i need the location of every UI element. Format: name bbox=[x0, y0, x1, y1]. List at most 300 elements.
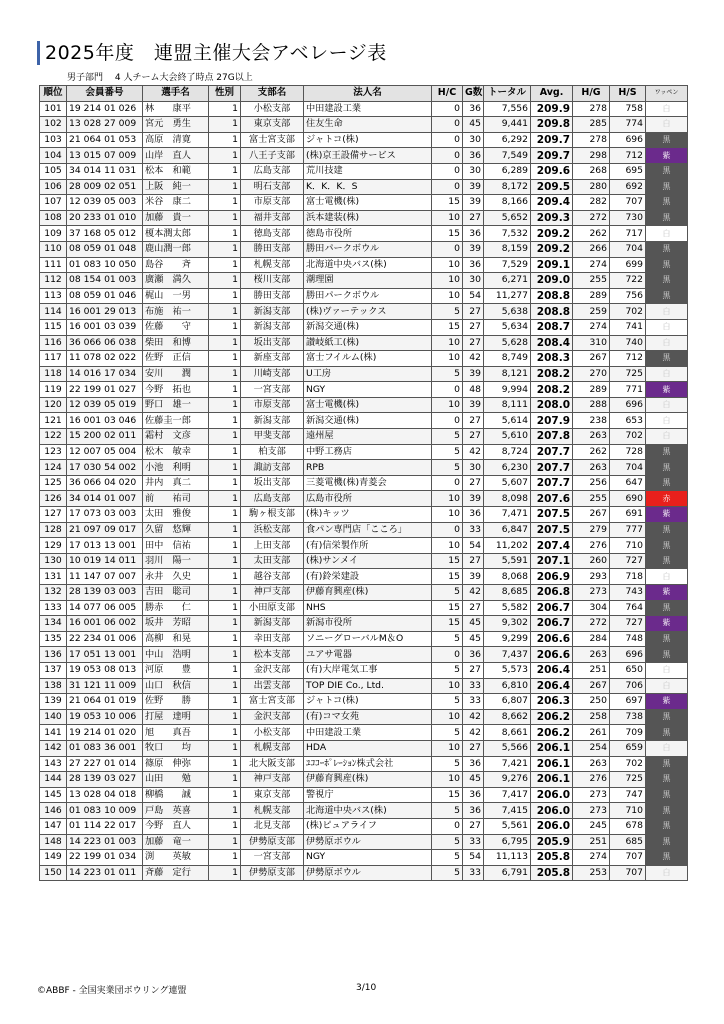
cell-games: 36 bbox=[463, 148, 484, 164]
cell-wappen: 黒 bbox=[646, 553, 688, 569]
cell-member-no: 08 059 01 048 bbox=[67, 241, 143, 257]
cell-high-game: 274 bbox=[573, 257, 610, 273]
cell-gender: 1 bbox=[209, 709, 241, 725]
cell-branch: 新潟支部 bbox=[241, 319, 304, 335]
cell-average: 209.6 bbox=[531, 163, 573, 179]
cell-high-series: 659 bbox=[610, 740, 646, 756]
cell-wappen: 黒 bbox=[646, 195, 688, 211]
cell-gender: 1 bbox=[209, 756, 241, 772]
cell-average: 206.0 bbox=[531, 818, 573, 834]
cell-rank: 125 bbox=[40, 475, 67, 491]
cell-member-no: 01 083 10 009 bbox=[67, 803, 143, 819]
cell-total: 5,561 bbox=[484, 818, 531, 834]
cell-gender: 1 bbox=[209, 740, 241, 756]
cell-branch: 浜松支部 bbox=[241, 522, 304, 538]
cell-handicap: 5 bbox=[432, 803, 463, 819]
cell-member-no: 11 147 07 007 bbox=[67, 569, 143, 585]
cell-high-game: 272 bbox=[573, 616, 610, 632]
cell-gender: 1 bbox=[209, 647, 241, 663]
cell-company: (有)信栄製作所 bbox=[304, 538, 432, 554]
cell-average: 205.8 bbox=[531, 865, 573, 881]
cell-player-name: 牧口 均 bbox=[143, 740, 209, 756]
cell-handicap: 15 bbox=[432, 600, 463, 616]
cell-high-series: 728 bbox=[610, 444, 646, 460]
cell-player-name: 鹿山潤一郎 bbox=[143, 241, 209, 257]
table-row bbox=[40, 444, 688, 460]
cell-games: 39 bbox=[463, 397, 484, 413]
cell-gender: 1 bbox=[209, 210, 241, 226]
cell-member-no: 16 001 29 013 bbox=[67, 304, 143, 320]
cell-member-no: 14 223 01 011 bbox=[67, 865, 143, 881]
cell-company: NGY bbox=[304, 850, 432, 866]
cell-rank: 101 bbox=[40, 101, 67, 117]
cell-player-name: 野口 雄一 bbox=[143, 397, 209, 413]
cell-high-game: 263 bbox=[573, 756, 610, 772]
cell-player-name: 太田 雅俊 bbox=[143, 507, 209, 523]
cell-rank: 132 bbox=[40, 585, 67, 601]
cell-wappen: 白 bbox=[646, 662, 688, 678]
cell-company: 中野工務店 bbox=[304, 444, 432, 460]
cell-company: 勝田パークボウル bbox=[304, 241, 432, 257]
cell-member-no: 27 227 01 014 bbox=[67, 756, 143, 772]
cell-member-no: 21 064 01 053 bbox=[67, 132, 143, 148]
cell-rank: 120 bbox=[40, 397, 67, 413]
cell-average: 206.4 bbox=[531, 678, 573, 694]
footer-copyright: ©ABBF - 全国実業団ボウリング連盟 bbox=[37, 986, 187, 996]
cell-company: 北海道中央バス(株) bbox=[304, 257, 432, 273]
header-player-name: 選手名 bbox=[143, 86, 209, 102]
cell-handicap: 10 bbox=[432, 740, 463, 756]
cell-handicap: 15 bbox=[432, 553, 463, 569]
cell-handicap: 5 bbox=[432, 460, 463, 476]
cell-total: 5,607 bbox=[484, 475, 531, 491]
cell-total: 8,685 bbox=[484, 585, 531, 601]
cell-high-series: 696 bbox=[610, 397, 646, 413]
cell-company: 讃岐紙工(株) bbox=[304, 335, 432, 351]
cell-games: 45 bbox=[463, 117, 484, 133]
table-row bbox=[40, 132, 688, 148]
table-row bbox=[40, 678, 688, 694]
table-row bbox=[40, 195, 688, 211]
cell-high-series: 653 bbox=[610, 413, 646, 429]
cell-wappen: 黒 bbox=[646, 257, 688, 273]
cell-wappen: 黒 bbox=[646, 273, 688, 289]
cell-member-no: 01 114 22 017 bbox=[67, 818, 143, 834]
cell-player-name: 霜村 文彦 bbox=[143, 429, 209, 445]
cell-high-game: 245 bbox=[573, 818, 610, 834]
cell-high-game: 254 bbox=[573, 740, 610, 756]
cell-gender: 1 bbox=[209, 865, 241, 881]
cell-games: 36 bbox=[463, 787, 484, 803]
cell-games: 27 bbox=[463, 740, 484, 756]
cell-company: 三菱電機(株)青菱会 bbox=[304, 475, 432, 491]
cell-high-game: 263 bbox=[573, 429, 610, 445]
cell-wappen: 白 bbox=[646, 319, 688, 335]
header-gender: 性別 bbox=[209, 86, 241, 102]
cell-rank: 131 bbox=[40, 569, 67, 585]
cell-handicap: 0 bbox=[432, 117, 463, 133]
table-row bbox=[40, 740, 688, 756]
cell-games: 27 bbox=[463, 429, 484, 445]
cell-average: 208.2 bbox=[531, 382, 573, 398]
cell-handicap: 0 bbox=[432, 179, 463, 195]
cell-high-series: 740 bbox=[610, 335, 646, 351]
cell-member-no: 28 009 02 051 bbox=[67, 179, 143, 195]
cell-average: 207.5 bbox=[531, 507, 573, 523]
cell-total: 5,638 bbox=[484, 304, 531, 320]
cell-branch: 北大阪支部 bbox=[241, 756, 304, 772]
cell-games: 36 bbox=[463, 226, 484, 242]
cell-total: 5,610 bbox=[484, 429, 531, 445]
cell-gender: 1 bbox=[209, 288, 241, 304]
cell-branch: 金沢支部 bbox=[241, 662, 304, 678]
cell-high-game: 268 bbox=[573, 163, 610, 179]
cell-games: 27 bbox=[463, 475, 484, 491]
cell-company: 新潟交通(株) bbox=[304, 413, 432, 429]
table-header-row bbox=[40, 86, 688, 102]
cell-total: 6,810 bbox=[484, 678, 531, 694]
cell-branch: 小松支部 bbox=[241, 101, 304, 117]
cell-average: 209.7 bbox=[531, 148, 573, 164]
header-handicap: H/C bbox=[432, 86, 463, 102]
cell-member-no: 22 199 01 027 bbox=[67, 382, 143, 398]
cell-member-no: 28 139 03 003 bbox=[67, 585, 143, 601]
cell-member-no: 37 168 05 012 bbox=[67, 226, 143, 242]
cell-average: 206.1 bbox=[531, 740, 573, 756]
cell-gender: 1 bbox=[209, 834, 241, 850]
cell-games: 42 bbox=[463, 585, 484, 601]
cell-wappen: 紫 bbox=[646, 507, 688, 523]
cell-rank: 142 bbox=[40, 740, 67, 756]
cell-player-name: 米谷 康二 bbox=[143, 195, 209, 211]
cell-player-name: 佐藤 守 bbox=[143, 319, 209, 335]
cell-total: 5,614 bbox=[484, 413, 531, 429]
table-body bbox=[40, 101, 688, 881]
cell-company: 伊藤育興産(株) bbox=[304, 585, 432, 601]
cell-player-name: 戸島 英喜 bbox=[143, 803, 209, 819]
cell-high-game: 298 bbox=[573, 148, 610, 164]
cell-high-series: 706 bbox=[610, 678, 646, 694]
cell-company: 伊勢原ボウル bbox=[304, 834, 432, 850]
table-row bbox=[40, 507, 688, 523]
cell-handicap: 10 bbox=[432, 772, 463, 788]
cell-gender: 1 bbox=[209, 163, 241, 179]
cell-player-name: 河原 豊 bbox=[143, 662, 209, 678]
cell-handicap: 0 bbox=[432, 241, 463, 257]
cell-rank: 141 bbox=[40, 725, 67, 741]
cell-company: (有)大岸電気工事 bbox=[304, 662, 432, 678]
cell-member-no: 11 078 02 022 bbox=[67, 351, 143, 367]
cell-games: 42 bbox=[463, 725, 484, 741]
cell-handicap: 0 bbox=[432, 475, 463, 491]
cell-company: (株)サンメイ bbox=[304, 553, 432, 569]
cell-member-no: 17 073 03 003 bbox=[67, 507, 143, 523]
cell-high-game: 288 bbox=[573, 397, 610, 413]
table-row bbox=[40, 865, 688, 881]
cell-handicap: 5 bbox=[432, 429, 463, 445]
cell-player-name: 島谷 斉 bbox=[143, 257, 209, 273]
cell-company: ﾕｺｺｰﾎﾟﾚｰｼｮﾝ株式会社 bbox=[304, 756, 432, 772]
cell-total: 7,549 bbox=[484, 148, 531, 164]
cell-high-game: 255 bbox=[573, 273, 610, 289]
cell-high-series: 738 bbox=[610, 709, 646, 725]
cell-games: 42 bbox=[463, 351, 484, 367]
cell-games: 33 bbox=[463, 694, 484, 710]
cell-company: 食パン専門店「こころ」 bbox=[304, 522, 432, 538]
cell-games: 39 bbox=[463, 366, 484, 382]
table-row bbox=[40, 273, 688, 289]
cell-member-no: 16 001 06 002 bbox=[67, 616, 143, 632]
cell-member-no: 20 233 01 010 bbox=[67, 210, 143, 226]
cell-average: 206.6 bbox=[531, 631, 573, 647]
cell-company: (株)京王設備サービス bbox=[304, 148, 432, 164]
cell-wappen: 黒 bbox=[646, 850, 688, 866]
cell-gender: 1 bbox=[209, 850, 241, 866]
cell-branch: 新座支部 bbox=[241, 351, 304, 367]
cell-wappen: 白 bbox=[646, 226, 688, 242]
cell-high-game: 267 bbox=[573, 507, 610, 523]
cell-branch: 上田支部 bbox=[241, 538, 304, 554]
cell-handicap: 15 bbox=[432, 226, 463, 242]
cell-average: 207.6 bbox=[531, 491, 573, 507]
table-row bbox=[40, 429, 688, 445]
cell-high-series: 709 bbox=[610, 725, 646, 741]
cell-handicap: 5 bbox=[432, 850, 463, 866]
cell-handicap: 5 bbox=[432, 694, 463, 710]
cell-gender: 1 bbox=[209, 241, 241, 257]
cell-games: 27 bbox=[463, 210, 484, 226]
cell-wappen: 白 bbox=[646, 304, 688, 320]
cell-company: ソニーグローバルM＆O bbox=[304, 631, 432, 647]
cell-games: 45 bbox=[463, 631, 484, 647]
cell-average: 209.9 bbox=[531, 101, 573, 117]
table-row bbox=[40, 787, 688, 803]
table-row bbox=[40, 662, 688, 678]
cell-average: 207.7 bbox=[531, 475, 573, 491]
cell-games: 39 bbox=[463, 491, 484, 507]
table-row bbox=[40, 834, 688, 850]
cell-company: 富士電機(株) bbox=[304, 195, 432, 211]
cell-wappen: 白 bbox=[646, 101, 688, 117]
cell-gender: 1 bbox=[209, 429, 241, 445]
cell-member-no: 28 139 03 027 bbox=[67, 772, 143, 788]
cell-player-name: 榎本潤太郎 bbox=[143, 226, 209, 242]
cell-games: 27 bbox=[463, 319, 484, 335]
cell-branch: 札幌支部 bbox=[241, 257, 304, 273]
cell-wappen: 赤 bbox=[646, 491, 688, 507]
cell-company: 潮理園 bbox=[304, 273, 432, 289]
cell-high-game: 263 bbox=[573, 460, 610, 476]
cell-wappen: 白 bbox=[646, 117, 688, 133]
cell-branch: 桜川支部 bbox=[241, 273, 304, 289]
cell-average: 209.1 bbox=[531, 257, 573, 273]
cell-high-series: 747 bbox=[610, 787, 646, 803]
cell-gender: 1 bbox=[209, 413, 241, 429]
cell-member-no: 13 028 04 018 bbox=[67, 787, 143, 803]
cell-wappen: 黒 bbox=[646, 647, 688, 663]
cell-branch: 松本支部 bbox=[241, 647, 304, 663]
cell-average: 207.4 bbox=[531, 538, 573, 554]
table-row bbox=[40, 756, 688, 772]
cell-handicap: 10 bbox=[432, 351, 463, 367]
cell-player-name: 高原 清寛 bbox=[143, 132, 209, 148]
cell-high-series: 696 bbox=[610, 132, 646, 148]
cell-member-no: 01 083 10 050 bbox=[67, 257, 143, 273]
cell-rank: 103 bbox=[40, 132, 67, 148]
cell-rank: 140 bbox=[40, 709, 67, 725]
cell-games: 36 bbox=[463, 756, 484, 772]
cell-high-game: 251 bbox=[573, 834, 610, 850]
cell-gender: 1 bbox=[209, 631, 241, 647]
cell-branch: 札幌支部 bbox=[241, 740, 304, 756]
cell-high-series: 710 bbox=[610, 803, 646, 819]
cell-member-no: 19 053 10 006 bbox=[67, 709, 143, 725]
cell-member-no: 16 001 03 039 bbox=[67, 319, 143, 335]
cell-rank: 149 bbox=[40, 850, 67, 866]
cell-average: 207.7 bbox=[531, 444, 573, 460]
cell-total: 6,795 bbox=[484, 834, 531, 850]
cell-member-no: 21 064 01 019 bbox=[67, 694, 143, 710]
cell-high-game: 279 bbox=[573, 522, 610, 538]
cell-player-name: 篠原 伸弥 bbox=[143, 756, 209, 772]
cell-player-name: 打屋 達明 bbox=[143, 709, 209, 725]
cell-rank: 111 bbox=[40, 257, 67, 273]
cell-wappen: 黒 bbox=[646, 772, 688, 788]
cell-member-no: 14 223 01 003 bbox=[67, 834, 143, 850]
cell-high-game: 273 bbox=[573, 787, 610, 803]
cell-high-game: 262 bbox=[573, 226, 610, 242]
cell-player-name: 松木 敏幸 bbox=[143, 444, 209, 460]
cell-gender: 1 bbox=[209, 366, 241, 382]
cell-branch: 八王子支部 bbox=[241, 148, 304, 164]
cell-high-series: 707 bbox=[610, 195, 646, 211]
cell-member-no: 36 066 06 038 bbox=[67, 335, 143, 351]
cell-total: 9,276 bbox=[484, 772, 531, 788]
header-games: G数 bbox=[463, 86, 484, 102]
cell-rank: 134 bbox=[40, 616, 67, 632]
table-row bbox=[40, 241, 688, 257]
cell-rank: 113 bbox=[40, 288, 67, 304]
cell-average: 209.3 bbox=[531, 210, 573, 226]
cell-gender: 1 bbox=[209, 616, 241, 632]
cell-rank: 102 bbox=[40, 117, 67, 133]
cell-handicap: 10 bbox=[432, 273, 463, 289]
cell-wappen: 白 bbox=[646, 413, 688, 429]
cell-player-name: 林 康平 bbox=[143, 101, 209, 117]
cell-average: 206.3 bbox=[531, 694, 573, 710]
cell-handicap: 10 bbox=[432, 335, 463, 351]
cell-member-no: 17 030 54 002 bbox=[67, 460, 143, 476]
cell-total: 8,662 bbox=[484, 709, 531, 725]
cell-high-series: 712 bbox=[610, 351, 646, 367]
cell-gender: 1 bbox=[209, 538, 241, 554]
cell-branch: 諏訪支部 bbox=[241, 460, 304, 476]
cell-handicap: 0 bbox=[432, 647, 463, 663]
cell-average: 209.7 bbox=[531, 132, 573, 148]
cell-games: 33 bbox=[463, 522, 484, 538]
header-company: 法人名 bbox=[304, 86, 432, 102]
cell-high-game: 274 bbox=[573, 850, 610, 866]
cell-branch: 川崎支部 bbox=[241, 366, 304, 382]
cell-wappen: 黒 bbox=[646, 351, 688, 367]
cell-average: 209.2 bbox=[531, 226, 573, 242]
cell-player-name: 高柳 和晃 bbox=[143, 631, 209, 647]
cell-gender: 1 bbox=[209, 132, 241, 148]
cell-total: 8,068 bbox=[484, 569, 531, 585]
cell-player-name: 宮元 勇生 bbox=[143, 117, 209, 133]
cell-high-series: 647 bbox=[610, 475, 646, 491]
cell-rank: 123 bbox=[40, 444, 67, 460]
cell-average: 207.9 bbox=[531, 413, 573, 429]
cell-high-series: 696 bbox=[610, 647, 646, 663]
cell-handicap: 5 bbox=[432, 834, 463, 850]
cell-player-name: 坂井 芳昭 bbox=[143, 616, 209, 632]
cell-member-no: 13 015 07 009 bbox=[67, 148, 143, 164]
cell-wappen: 黒 bbox=[646, 631, 688, 647]
cell-gender: 1 bbox=[209, 662, 241, 678]
cell-high-game: 253 bbox=[573, 865, 610, 881]
cell-high-game: 272 bbox=[573, 210, 610, 226]
cell-rank: 139 bbox=[40, 694, 67, 710]
cell-rank: 127 bbox=[40, 507, 67, 523]
cell-member-no: 21 097 09 017 bbox=[67, 522, 143, 538]
cell-high-game: 310 bbox=[573, 335, 610, 351]
cell-member-no: 12 039 05 019 bbox=[67, 397, 143, 413]
cell-high-game: 255 bbox=[573, 491, 610, 507]
header-member-no: 会員番号 bbox=[67, 86, 143, 102]
cell-high-game: 266 bbox=[573, 241, 610, 257]
cell-average: 209.0 bbox=[531, 273, 573, 289]
cell-total: 8,166 bbox=[484, 195, 531, 211]
cell-handicap: 5 bbox=[432, 444, 463, 460]
cell-gender: 1 bbox=[209, 491, 241, 507]
header-average: Avg. bbox=[531, 86, 573, 102]
table-row bbox=[40, 288, 688, 304]
cell-rank: 119 bbox=[40, 382, 67, 398]
cell-company: RPB bbox=[304, 460, 432, 476]
table-row bbox=[40, 319, 688, 335]
cell-rank: 104 bbox=[40, 148, 67, 164]
cell-total: 9,302 bbox=[484, 616, 531, 632]
cell-average: 208.7 bbox=[531, 319, 573, 335]
cell-member-no: 14 016 17 034 bbox=[67, 366, 143, 382]
table-row bbox=[40, 631, 688, 647]
cell-games: 33 bbox=[463, 865, 484, 881]
cell-branch: 坂出支部 bbox=[241, 475, 304, 491]
cell-branch: 坂出支部 bbox=[241, 335, 304, 351]
cell-wappen: 白 bbox=[646, 397, 688, 413]
cell-average: 206.8 bbox=[531, 585, 573, 601]
cell-high-series: 758 bbox=[610, 101, 646, 117]
cell-branch: 勝田支部 bbox=[241, 241, 304, 257]
cell-member-no: 19 214 01 026 bbox=[67, 101, 143, 117]
cell-gender: 1 bbox=[209, 507, 241, 523]
cell-player-name: 佐藤圭一郎 bbox=[143, 413, 209, 429]
cell-rank: 145 bbox=[40, 787, 67, 803]
cell-branch: 北見支部 bbox=[241, 818, 304, 834]
table-row bbox=[40, 709, 688, 725]
cell-high-series: 717 bbox=[610, 226, 646, 242]
cell-branch: 神戸支部 bbox=[241, 772, 304, 788]
cell-branch: 幸田支部 bbox=[241, 631, 304, 647]
cell-high-series: 771 bbox=[610, 382, 646, 398]
table-row bbox=[40, 117, 688, 133]
cell-high-game: 273 bbox=[573, 803, 610, 819]
table-row bbox=[40, 491, 688, 507]
cell-player-name: 旭 真吾 bbox=[143, 725, 209, 741]
cell-branch: 甲斐支部 bbox=[241, 429, 304, 445]
cell-total: 7,556 bbox=[484, 101, 531, 117]
